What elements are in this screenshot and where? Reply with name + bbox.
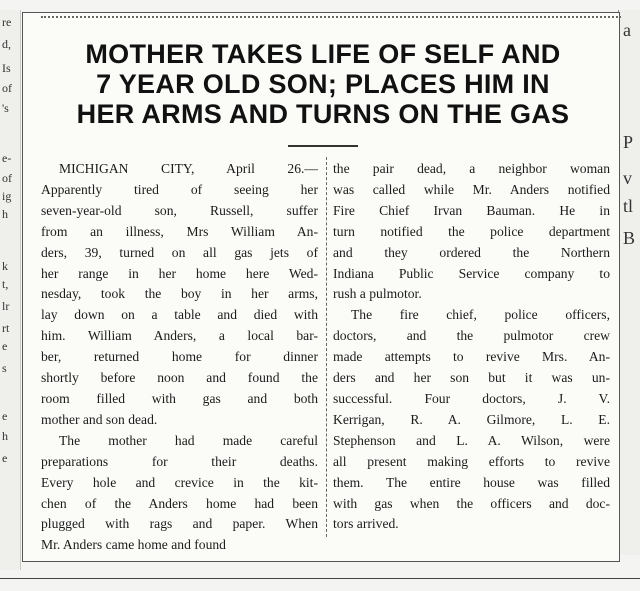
article-text-line: mother and son dead.: [41, 411, 158, 427]
newspaper-clipping: [22, 12, 620, 562]
article-column-left: [41, 159, 318, 556]
article-text-line: successful. Four doctors, J. V.: [333, 390, 610, 406]
article-text-line: and they ordered the Northern: [333, 244, 610, 260]
article-column-right: [333, 159, 610, 535]
article-text-line: turn notified the police department: [333, 223, 610, 239]
margin-fragment: t,: [2, 277, 9, 291]
article-text-line: made attempts to revive Mrs. An-: [333, 349, 610, 365]
margin-fragment: e: [2, 451, 8, 465]
headline-line: HER ARMS AND TURNS ON THE GAS: [76, 99, 570, 129]
article-text-line: was called while Mr. Anders notified: [333, 181, 610, 197]
article-text-line: ber, returned home for dinner: [41, 349, 318, 365]
headline-line: 7 YEAR OLD SON; PLACES HIM IN: [96, 69, 550, 99]
headline-line: MOTHER TAKES LIFE OF SELF AND: [85, 39, 561, 69]
margin-fragment: lr: [2, 299, 10, 313]
article-text-line: plugged with rags and paper. When: [41, 516, 318, 532]
article-text-line: Apparently tired of seeing her: [41, 181, 318, 197]
article-text-line: lay down on a table and died with: [41, 307, 318, 323]
article-text-line: Kerrigan, R. A. Gilmore, L. E.: [333, 411, 610, 427]
article-text-line: them. The entire house was filled: [333, 474, 610, 490]
margin-fragment: of: [2, 171, 12, 185]
article-text-line: her range in her home here Wed-: [41, 265, 318, 281]
margin-fragment: k: [2, 259, 8, 273]
article-text-line: the pair dead, a neighbor woman: [333, 161, 610, 176]
margin-fragment: 's: [2, 101, 9, 115]
margin-fragment: re: [2, 15, 12, 29]
margin-fragment: s: [2, 361, 7, 375]
article-text-line: tors arrived.: [333, 516, 399, 532]
margin-fragment: d,: [2, 37, 11, 51]
article-text-line: him. William Anders, a local bar-: [41, 328, 318, 344]
margin-fragment: ig: [2, 189, 12, 203]
article-text-line: rush a pulmotor.: [333, 286, 422, 302]
article-text-line: Mr. Anders came home and found: [41, 537, 226, 553]
headline-rule: [288, 145, 358, 147]
article-text-line: ders, 39, turned on all gas jets of: [41, 244, 318, 260]
margin-fragment: B: [623, 228, 636, 248]
article-text-line: Indiana Public Service company to: [333, 265, 610, 281]
article-text-line: chen of the Anders home had been: [41, 495, 318, 511]
page-bottom-rule: [0, 578, 640, 579]
article-text-line: seven-year-old son, Russell, suffer: [41, 202, 318, 218]
margin-fragment: of: [2, 81, 12, 95]
article-text-line: MICHIGAN CITY, April 26.—: [59, 161, 318, 176]
margin-fragment: rt: [2, 321, 10, 335]
article-text-line: nesday, took the boy in her arms,: [41, 286, 318, 302]
article-text-line: ders and her son but it was un-: [333, 370, 610, 386]
article-text-line: The fire chief, police officers,: [351, 307, 610, 323]
article-text-line: The mother had made careful: [59, 432, 318, 448]
margin-fragment: e: [2, 409, 8, 423]
article-headline: [31, 39, 615, 129]
margin-fragment: e: [2, 339, 8, 353]
article-text-line: doctors, and the pulmotor crew: [333, 328, 610, 344]
right-adjacent-column-fragment: [618, 10, 640, 555]
article-text-line: preparations for their deaths.: [41, 453, 318, 469]
article-text-line: all present making efforts to revive: [333, 453, 610, 469]
article-text-line: Stephenson and L. A. Wilson, were: [333, 432, 610, 448]
margin-fragment: h: [2, 207, 8, 221]
article-text-line: from an illness, Mrs William An-: [41, 223, 318, 239]
margin-fragment: P: [623, 132, 634, 152]
article-text-line: Every hole and crevice in the kit-: [41, 474, 318, 490]
margin-fragment: tl: [623, 196, 634, 216]
article-text-line: shortly before noon and found the: [41, 370, 318, 386]
margin-fragment: h: [2, 429, 8, 443]
column-divider: [326, 157, 327, 537]
decorative-top-border: [41, 16, 621, 26]
margin-fragment: v: [623, 168, 632, 188]
article-text-line: room filled with gas and both: [41, 390, 318, 406]
margin-fragment: a: [623, 20, 631, 40]
article-text-line: Fire Chief Irvan Bauman. He in: [333, 202, 610, 218]
margin-fragment: Is: [2, 61, 11, 75]
margin-fragment: e-: [2, 151, 12, 165]
article-text-line: with gas when the officers and doc-: [333, 495, 610, 511]
left-adjacent-column-fragment: [0, 10, 21, 570]
